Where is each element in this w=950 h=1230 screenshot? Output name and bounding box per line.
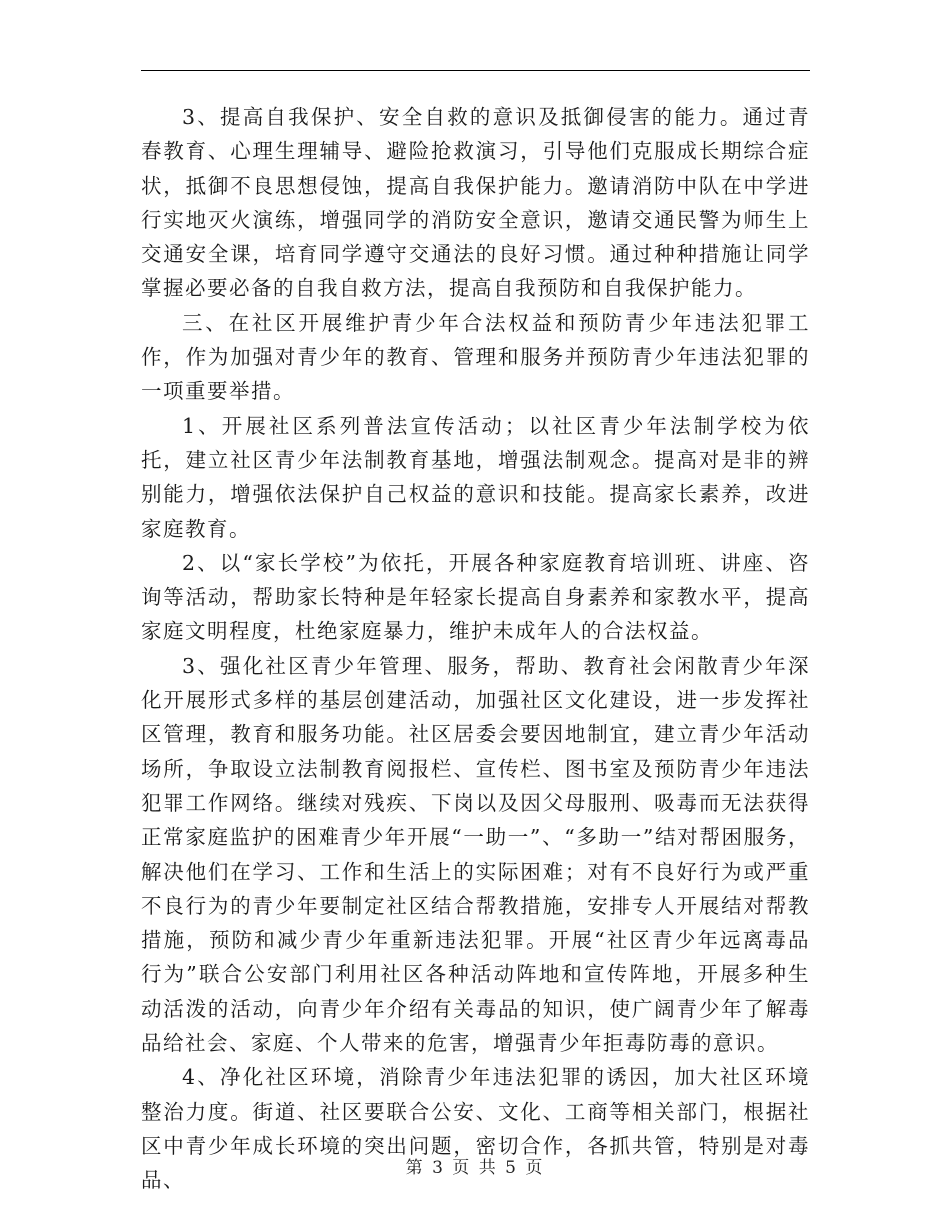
document-body bbox=[141, 100, 810, 1198]
paragraph-parent-school: 2、以“家长学校”为依托，开展各种家庭教育培训班、讲座、咨询等活动，帮助家长特种是年轻家长提高自身素养和家教水平，提高家庭文明程度，杜绝家庭暴力，维护未成年人的合法权益。 bbox=[141, 550, 810, 644]
paragraph-self-protection: 3、提高自我保护、安全自救的意识及抵御侵害的能力。通过青春教育、心理生理辅导、避险抢救演习，引导他们克服成长期综合症状，抵御不良思想侵蚀，提高自我保护能力。邀请消防中队在中学进行实地灭火演练，增强同学的消防安全意识，邀请交通民警为师生上交通安全课，培育同学遵守交通法的良好习惯。通过种种措施让同学掌握必要必备的自我自救方法，提高自我预防和自我保护能力。 bbox=[141, 105, 810, 301]
paragraph-environment: 4、净化社区环境，消除青少年违法犯罪的诱因，加大社区环境整治力度。街道、社区要联合公安、文化、工商等相关部门，根据社区中青少年成长环境的突出问题，密切合作，各抓共管，特别是对毒品、 bbox=[141, 1065, 810, 1193]
paragraph-legal-publicity: 1、开展社区系列普法宣传活动；以社区青少年法制学校为依托，建立社区青少年法制教育基地，增强法制观念。提高对是非的辨别能力，增强依法保护自己权益的意识和技能。提高家长素养，改进家庭教育。 bbox=[141, 413, 810, 541]
page-number: 第 3 页 共 5 页 bbox=[405, 1158, 545, 1178]
paragraph-community-management: 3、强化社区青少年管理、服务，帮助、教育社会闲散青少年深化开展形式多样的基层创建活动，加强社区文化建设，进一步发挥社区管理，教育和服务功能。社区居委会要因地制宜，建立青少年活动场所，争取设立法制教育阅报栏、宣传栏、图书室及预防青少年违法犯罪工作网络。继续对残疾、下岗以及因父母服刑、吸毒而无法获得正常家庭监护的困难青少年开展“一助一”、“多助一”结对帮困服务，解决他们在学习、工作和生活上的实际困难；对有不良好行为或严重不良行为的青少年要制定社区结合帮教措施，安排专人开展结对帮教措施，预防和减少青少年重新违法犯罪。开展“社区青少年远离毒品行为”联合公安部门利用社区各种活动阵地和宣传阵地，开展多种生动活泼的活动，向青少年介绍有关毒品的知识，使广阔青少年了解毒品给社会、家庭、个人带来的危害，增强青少年拒毒防毒的意识。 bbox=[141, 653, 810, 1056]
header-rule bbox=[141, 70, 810, 71]
paragraph-section-three: 三、在社区开展维护青少年合法权益和预防青少年违法犯罪工作，作为加强对青少年的教育、管理和服务并预防青少年违法犯罪的一项重要举措。 bbox=[141, 310, 810, 404]
